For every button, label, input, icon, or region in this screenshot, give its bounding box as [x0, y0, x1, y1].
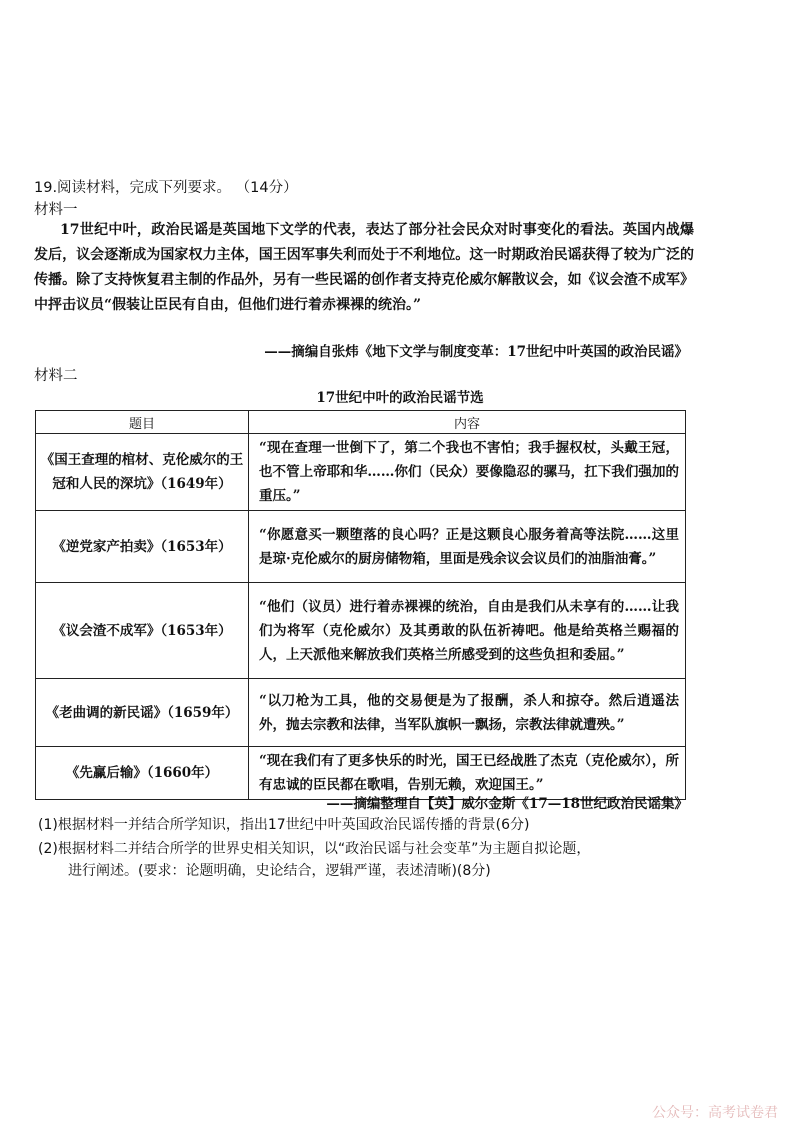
table-row [36, 583, 686, 679]
material1-label: 材料一 [34, 202, 78, 218]
header-title: 题目 [36, 411, 249, 434]
material2-source: ——摘编整理自【英】威尔金斯《17—18世纪政治民谣集》 [326, 796, 688, 812]
material2-label: 材料二 [34, 368, 78, 384]
row-title: 《老曲调的新民谣》（1659年） [36, 679, 249, 747]
row-content: “现在我们有了更多快乐的时光，国王已经战胜了杰克（克伦威尔），所有忠诚的臣民都在歌唱，告别无赖，欢迎国王。” [249, 747, 686, 800]
row-content: “现在查理一世倒下了，第二个我也不害怕；我手握权杖，头戴王冠，也不管上帝耶和华……你们（民众）要像隐忍的骡马，扛下我们强加的重压。” [249, 434, 686, 511]
row-title: 《先赢后输》（1660年） [36, 747, 249, 800]
row-title: 《国王查理的棺材、克伦威尔的王冠和人民的深坑》（1649年） [36, 434, 249, 511]
question-title: 19.阅读材料，完成下列要求。 （14分） [34, 180, 298, 196]
material1-source: ——摘编自张炜《地下文学与制度变革：17世纪中叶英国的政治民谣》 [264, 344, 688, 360]
table-row [36, 679, 686, 747]
row-content: “你愿意买一颗堕落的良心吗？正是这颗良心服务着高等法院……这里是琼·克伦威尔的厨房储物箱，里面是残余议会议员们的油脂油膏。” [249, 511, 686, 583]
question-1: (1)根据材料一并结合所学知识，指出17世纪中叶英国政治民谣传播的背景(6分) [38, 817, 530, 833]
row-title: 《逆党家产拍卖》（1653年） [36, 511, 249, 583]
watermark: 公众号：高考试卷君 [652, 1105, 778, 1121]
row-title: 《议会渣不成军》（1653年） [36, 583, 249, 679]
table-header-row [36, 411, 686, 434]
row-content: “以刀枪为工具，他的交易便是为了报酬，杀人和掠夺。然后逍遥法外，抛去宗教和法律，当军队旗帜一飘扬，宗教法律就遭殃。” [249, 679, 686, 747]
row-content: “他们（议员）进行着赤裸裸的统治，自由是我们从未享有的……让我们为将军（克伦威尔）及其勇敢的队伍祈祷吧。他是给英格兰赐福的人，上天派他来解放我们英格兰所感受到的这些负担和委屈。” [249, 583, 686, 679]
material1-text: 17世纪中叶，政治民谣是英国地下文学的代表，表达了部分社会民众对时事变化的看法。英国内战爆发后，议会逐渐成为国家权力主体，国王因军事失利而处于不利地位。这一时期政治民谣获得了较为广泛的传播。除了支持恢复君主制的作品外，另有一些民谣的创作者支持克伦威尔解散议会，如《议会渣不成军》中抨击议员“假装让臣民有自由，但他们进行着赤裸裸的统治。” [34, 222, 694, 313]
header-content: 内容 [249, 411, 686, 434]
table-row [36, 434, 686, 511]
ballad-table [35, 410, 686, 800]
question-2-line2: 进行阐述。(要求：论题明确，史论结合，逻辑严谨，表述清晰)(8分) [68, 863, 491, 879]
table-row [36, 511, 686, 583]
table-title: 17世纪中叶的政治民谣节选 [316, 390, 484, 406]
question-2-line1: (2)根据材料二并结合所学的世界史相关知识，以“政治民谣与社会变革”为主题自拟论题， [38, 841, 591, 857]
question-2 [38, 838, 698, 882]
